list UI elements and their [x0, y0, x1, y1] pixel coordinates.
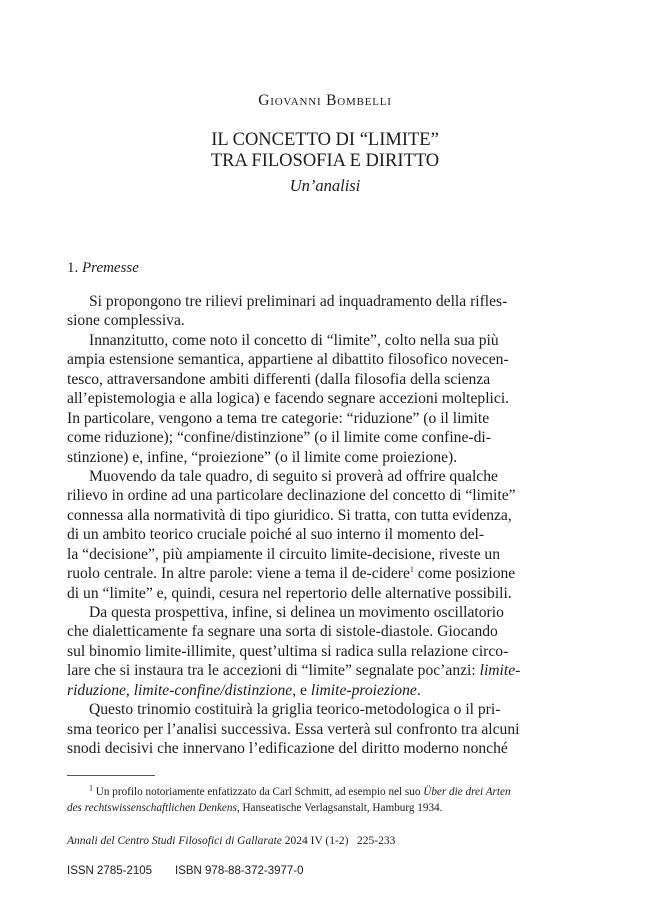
body-line: tesco, attraversandone ambiti differenti (dalla filosofia della scienza: [67, 370, 491, 388]
footnote-line: des rechtswissenschaftlichen Denkens, Hanseatische Verlagsanstalt, Hamburg 1934.: [67, 802, 443, 814]
body-line: ampia estensione semantica, appartiene al dibattito filosofico novecen-: [67, 351, 509, 369]
body-line: di un “limite” e, quindi, cesura nel repertorio delle alternative possibili.: [67, 584, 512, 602]
body-line: In particolare, vengono a tema tre categorie: “riduzione” (o il limite: [67, 409, 490, 427]
isbn: ISBN 978-88-372-3977-0: [175, 865, 304, 877]
body-line: snodi decisivi che innervano l’edificazione del diritto moderno nonché: [67, 740, 508, 758]
body-line: Si propongono tre rilievi preliminari ad inquadramento della rifles-: [89, 293, 508, 310]
journal-name: Annali del Centro Studi Filosofici di Gallarate: [67, 835, 282, 847]
body-line: sma teorico per l’analisi successiva. Essa verterà sul confronto tra alcuni: [67, 720, 520, 738]
journal-details: 2024 IV (1-2): [284, 835, 349, 847]
article-subtitle: Un’analisi: [289, 176, 361, 195]
article-title: [0, 130, 650, 172]
page-range: 225-233: [357, 835, 396, 847]
body-line: riduzione, limite-confine/distinzione, e limite-proiezione.: [67, 681, 421, 699]
section-number: 1.: [67, 260, 79, 276]
author-name: Giovanni Bombelli: [258, 92, 392, 109]
body-line: lare che si instaura tra le accezioni di “limite” segnalate poc’anzi: limite-: [67, 662, 521, 680]
body-line: Innanzitutto, come noto il concetto di “limite”, colto nella sua più: [89, 331, 499, 349]
footnote-line: $^1$ Un profilo notoriamente enfatizzato da Carl Schmitt, ad esempio nel suo Über die drei Arten: [89, 783, 511, 798]
body-line: stinzione) e, infine, “proiezione” (o il limite come proiezione).: [67, 448, 458, 466]
body-line: di un ambito teorico cruciale poiché al suo interno il momento del-: [67, 526, 485, 544]
body-line: connessa alla normatività di tipo giuridico. Si tratta, con tutta evidenza,: [67, 506, 512, 524]
body-line: che dialetticamente fa segnare una sorta di sistole-diastole. Giocando: [67, 623, 498, 641]
body-text: [67, 292, 545, 759]
footnote: [67, 784, 545, 816]
body-line: Muovendo da tale quadro, di seguito si proverà ad offrire qualche: [89, 467, 498, 485]
body-line: Questo trinomio costituirà la griglia teorico-metodologica o il pri-: [89, 701, 501, 719]
body-line: Da questa prospettiva, infine, si delinea un movimento oscillatorio: [89, 604, 504, 621]
identifiers: [67, 865, 304, 877]
body-line: sione complessiva.: [67, 312, 185, 330]
section-title: Premesse: [82, 260, 139, 276]
footnote-reference[interactable]: 1: [409, 564, 414, 574]
title-line-1: IL CONCETTO DI “LIMITE”: [211, 130, 439, 150]
issn: ISSN 2785-2105: [67, 865, 153, 877]
body-line: come riduzione); “confine/distinzione” (o il limite come confine-di-: [67, 429, 491, 447]
footnote-marker: 1: [89, 783, 93, 793]
body-line: rilievo in ordine ad una particolare declinazione del concetto di “limite”: [67, 487, 516, 505]
footnote-divider: [67, 775, 155, 776]
body-line: ruolo centrale. In altre parole: viene a tema il de-cidere$^1$ come posizione: [67, 564, 516, 583]
section-heading: [67, 260, 139, 277]
title-line-2: TRA FILOSOFIA E DIRITTO: [210, 151, 440, 171]
body-line: la “decisione”, più ampiamente il circuito limite-decisione, riveste un: [67, 545, 501, 563]
body-line: sul binomio limite-illimite, quest’ultima si radica sulla relazione circo-: [67, 642, 509, 660]
body-line: all’epistemologia e alla logica) e facendo segnare accezioni molteplici.: [67, 390, 510, 408]
journal-citation: [67, 835, 395, 847]
